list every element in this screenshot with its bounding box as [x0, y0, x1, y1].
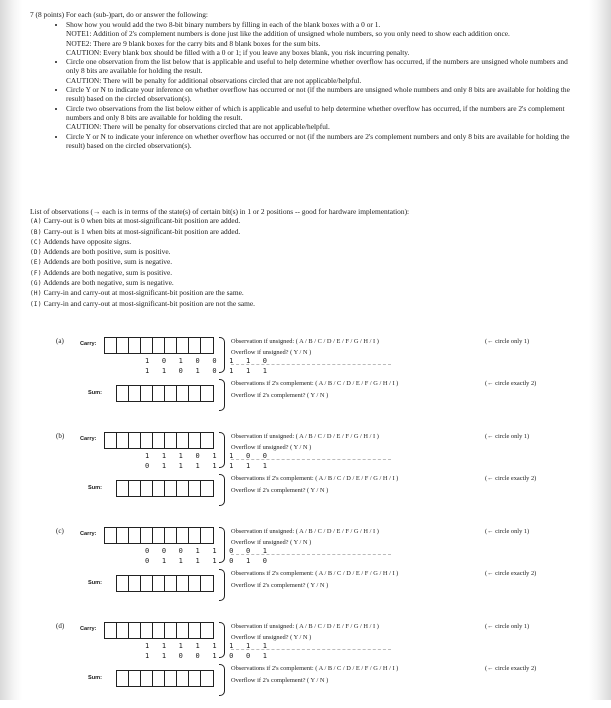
observation-unsigned-choice[interactable]: Observation if unsigned: ( A / B / C / D / E / F / G / H / I ): [231, 338, 379, 345]
caution-line: CAUTION: There will be penalty for observations circled that are not applicable/helpful.: [66, 122, 330, 132]
addition-part: [30, 620, 590, 708]
sum-bit-box[interactable]: [177, 671, 189, 686]
sum-bit-box[interactable]: [141, 481, 153, 496]
carry-bit-box[interactable]: [201, 338, 213, 353]
observation-twos-choice[interactable]: Observations if 2's complement: ( A / B / C / D / E / F / G / H / I ): [231, 380, 399, 387]
carry-bit-box[interactable]: [201, 528, 213, 543]
sum-bit-box[interactable]: [189, 671, 201, 686]
addend-a-bits: 0 0 0 1 1 0 0 1: [145, 547, 272, 555]
carry-boxes: [104, 337, 214, 354]
instruction-item: • Circle Y or N to indicate your inference on whether overflow has occurred or not (if the numbers are unsigned whole numbers and only 8 bits are available for holding the result) based on the circled observation(s).: [66, 85, 578, 104]
carry-bit-box[interactable]: [105, 338, 117, 353]
carry-bit-box[interactable]: [117, 528, 129, 543]
addend-a-bits: 1 1 1 0 1 1 0 0: [145, 452, 272, 460]
sum-bit-box[interactable]: [117, 576, 129, 591]
observation-item: (C) Addends have opposite signs.: [30, 236, 132, 246]
carry-bit-box[interactable]: [165, 528, 177, 543]
addition-part: [30, 525, 590, 613]
observation-header: List of observations (→ each is in terms of the state(s) of certain bit(s) in 1 or 2 positions -- good for hardware implementation):: [30, 207, 410, 216]
brace-twos: [219, 569, 225, 601]
sum-label: Sum:: [88, 675, 102, 681]
sum-label: Sum:: [88, 390, 102, 396]
observation-twos-choice[interactable]: Observations if 2's complement: ( A / B / C / D / E / F / G / H / I ): [231, 475, 399, 482]
carry-bit-box[interactable]: [117, 623, 129, 638]
circle-two-note: (← circle exactly 2): [485, 570, 537, 577]
sum-bit-box[interactable]: [141, 671, 153, 686]
overflow-unsigned-choice[interactable]: Overflow if unsigned? ( Y / N ): [231, 444, 312, 451]
overflow-unsigned-choice[interactable]: Overflow if unsigned? ( Y / N ): [231, 349, 312, 356]
carry-bit-box[interactable]: [165, 623, 177, 638]
instruction-item: • Show how you would add the two 8-bit binary numbers by filling in each of the blank boxes with a 0 or 1. NOTE1: Addition of 2's complement numbers is done just like the addition of unsigned whole numbers, so you only need to show each addition once. NOTE2: There are 9 blank boxes for the carry bits and 8 blank boxes for the sum bits. CAUTION: Every blank box should be filled with a 0 or 1; if you leave any boxes blank, you risk incurring penalty.: [66, 20, 578, 57]
note-line: NOTE2: There are 9 blank boxes for the carry bits and 8 blank boxes for the sum bits.: [66, 38, 321, 48]
observation-item: (B) Carry-out is 1 when bits at most-significant-bit position are added.: [30, 226, 241, 236]
carry-bit-box[interactable]: [189, 528, 201, 543]
circle-one-note: (← circle only 1): [485, 623, 530, 630]
brace-twos: [219, 379, 225, 411]
part-label: (b): [56, 432, 65, 440]
observation-twos-choice[interactable]: Observations if 2's complement: ( A / B / C / D / E / F / G / H / I ): [231, 570, 399, 577]
sum-bit-box[interactable]: [141, 386, 153, 401]
addition-part: [30, 430, 590, 518]
carry-boxes: [104, 622, 214, 639]
divider: [231, 649, 391, 650]
sum-bit-box[interactable]: [177, 576, 189, 591]
divider: [231, 459, 391, 460]
instruction-item: • Circle one observation from the list below that is applicable and useful to help determine whether overflow has occurred, if the numbers are unsigned whole numbers and only 8 bits are available for holding the result. CAUTION: There will be penalty for additional observations circled that are not applicable/helpful.: [66, 57, 578, 85]
carry-label: Carry:: [80, 341, 97, 347]
sum-bit-box[interactable]: [153, 576, 165, 591]
overflow-twos-choice[interactable]: Overflow if 2's complement? ( Y / N ): [231, 487, 329, 494]
sum-bit-box[interactable]: [141, 576, 153, 591]
sum-bit-box[interactable]: [153, 386, 165, 401]
carry-bit-box[interactable]: [177, 528, 189, 543]
observation-item: (D) Addends are both positive, sum is positive.: [30, 247, 171, 257]
overflow-twos-choice[interactable]: Overflow if 2's complement? ( Y / N ): [231, 582, 329, 589]
overflow-twos-choice[interactable]: Overflow if 2's complement? ( Y / N ): [231, 677, 329, 684]
carry-bit-box[interactable]: [105, 528, 117, 543]
sum-bit-box[interactable]: [177, 386, 189, 401]
sum-bit-box[interactable]: [189, 576, 201, 591]
carry-bit-box[interactable]: [141, 338, 153, 353]
circle-one-note: (← circle only 1): [485, 338, 530, 345]
sum-bit-box[interactable]: [129, 671, 141, 686]
instruction-item: • Circle Y or N to indicate your inference on whether overflow has occurred or not (if the numbers are 2's complement numbers and only 8 bits are available for holding the result) based on the circled observation(s).: [66, 132, 578, 151]
carry-bit-box[interactable]: [129, 623, 141, 638]
brace-unsigned: [219, 622, 225, 658]
carry-bit-box[interactable]: [129, 433, 141, 448]
carry-bit-box[interactable]: [189, 623, 201, 638]
sum-bit-box[interactable]: [165, 576, 177, 591]
sum-bit-box[interactable]: [153, 671, 165, 686]
circle-one-note: (← circle only 1): [485, 528, 530, 535]
divider: [231, 554, 391, 555]
overflow-twos-choice[interactable]: Overflow if 2's complement? ( Y / N ): [231, 392, 329, 399]
carry-bit-box[interactable]: [177, 623, 189, 638]
part-label: (c): [56, 527, 64, 535]
carry-bit-box[interactable]: [177, 433, 189, 448]
carry-boxes: [104, 432, 214, 449]
carry-bit-box[interactable]: [141, 528, 153, 543]
addend-b-bits: 0 1 1 1 1 0 1 0: [145, 557, 272, 565]
observation-item: (I) Carry-in and carry-out at most-significant-bit position are not the same.: [30, 298, 256, 308]
carry-bit-box[interactable]: [117, 338, 129, 353]
carry-bit-box[interactable]: [165, 338, 177, 353]
carry-label: Carry:: [80, 436, 97, 442]
overflow-unsigned-choice[interactable]: Overflow if unsigned? ( Y / N ): [231, 634, 312, 641]
sum-boxes: [116, 480, 214, 497]
observation-item: (A) Carry-out is 0 when bits at most-significant-bit position are added.: [30, 216, 241, 226]
observation-item: (E) Addends are both positive, sum is negative.: [30, 257, 173, 267]
right-page-shadow: [589, 0, 611, 700]
carry-bit-box[interactable]: [141, 433, 153, 448]
sum-bit-box[interactable]: [165, 386, 177, 401]
brace-unsigned: [219, 527, 225, 563]
sum-label: Sum:: [88, 485, 102, 491]
carry-bit-box[interactable]: [153, 338, 165, 353]
observation-twos-choice[interactable]: Observations if 2's complement: ( A / B / C / D / E / F / G / H / I ): [231, 665, 399, 672]
part-label: (d): [56, 622, 65, 630]
overflow-unsigned-choice[interactable]: Overflow if unsigned? ( Y / N ): [231, 539, 312, 546]
carry-bit-box[interactable]: [105, 623, 117, 638]
sum-bit-box[interactable]: [165, 481, 177, 496]
sum-boxes: [116, 385, 214, 402]
observation-list: [30, 207, 570, 309]
observation-item: (G) Addends are both negative, sum is negative.: [30, 278, 174, 288]
sum-bit-box[interactable]: [177, 481, 189, 496]
sum-bit-box[interactable]: [189, 386, 201, 401]
carry-bit-box[interactable]: [189, 433, 201, 448]
sum-bit-box[interactable]: [129, 481, 141, 496]
question-title: 7 (8 points) For each (sub-)part, do or answer the following:: [30, 10, 208, 19]
sum-label: Sum:: [88, 580, 102, 586]
sum-bit-box[interactable]: [117, 386, 129, 401]
sum-bit-box[interactable]: [189, 481, 201, 496]
carry-bit-box[interactable]: [117, 433, 129, 448]
addend-b-bits: 1 1 0 0 1 0 0 1: [145, 652, 272, 660]
brace-unsigned: [219, 432, 225, 468]
instruction-list: [56, 20, 578, 150]
left-page-shadow: [0, 0, 22, 700]
circle-two-note: (← circle exactly 2): [485, 665, 537, 672]
carry-bit-box[interactable]: [105, 433, 117, 448]
sum-bit-box[interactable]: [201, 386, 213, 401]
carry-label: Carry:: [80, 626, 97, 632]
sum-bit-box[interactable]: [165, 671, 177, 686]
caution-line: CAUTION: There will be penalty for additional observations circled that are not applicable/helpful.: [66, 75, 362, 85]
sum-bit-box[interactable]: [201, 481, 213, 496]
instruction-item: • Circle two observations from the list below either of which is applicable and useful to help determine whether overflow has occurred, if the numbers are 2's complement numbers and only 8 bits are available for holding the result. CAUTION: There will be penalty for observations circled that are not applicable/helpful.: [66, 104, 578, 132]
sum-bit-box[interactable]: [153, 481, 165, 496]
addend-b-bits: 0 1 1 1 1 1 1 1: [145, 462, 272, 470]
observation-item: (F) Addends are both negative, sum is positive.: [30, 267, 173, 277]
carry-bit-box[interactable]: [129, 528, 141, 543]
divider: [231, 364, 391, 365]
part-label: (a): [56, 337, 64, 345]
carry-bit-box[interactable]: [153, 623, 165, 638]
carry-bit-box[interactable]: [201, 433, 213, 448]
circle-two-note: (← circle exactly 2): [485, 475, 537, 482]
observation-item: (H) Carry-in and carry-out at most-significant-bit position are the same.: [30, 288, 244, 298]
sum-boxes: [116, 575, 214, 592]
circle-one-note: (← circle only 1): [485, 433, 530, 440]
circle-two-note: (← circle exactly 2): [485, 380, 537, 387]
observation-unsigned-choice[interactable]: Observation if unsigned: ( A / B / C / D / E / F / G / H / I ): [231, 433, 379, 440]
addition-part: [30, 335, 590, 423]
sum-boxes: [116, 670, 214, 687]
carry-boxes: [104, 527, 214, 544]
carry-bit-box[interactable]: [189, 338, 201, 353]
sum-bit-box[interactable]: [201, 576, 213, 591]
note-line: NOTE1: Addition of 2's complement numbers is done just like the addition of unsigned whole numbers, so you only need to show each addition once.: [66, 29, 510, 39]
brace-twos: [219, 664, 225, 696]
addend-b-bits: 1 1 0 1 0 1 1 1: [145, 367, 272, 375]
carry-bit-box[interactable]: [141, 623, 153, 638]
sum-bit-box[interactable]: [117, 671, 129, 686]
sum-bit-box[interactable]: [129, 576, 141, 591]
carry-bit-box[interactable]: [129, 338, 141, 353]
sum-bit-box[interactable]: [201, 671, 213, 686]
brace-unsigned: [219, 337, 225, 373]
carry-bit-box[interactable]: [153, 528, 165, 543]
carry-bit-box[interactable]: [201, 623, 213, 638]
caution-line: CAUTION: Every blank box should be filled with a 0 or 1; if you leave any boxes blank, you risk incurring penalty.: [66, 47, 410, 57]
carry-bit-box[interactable]: [153, 433, 165, 448]
observation-unsigned-choice[interactable]: Observation if unsigned: ( A / B / C / D / E / F / G / H / I ): [231, 528, 379, 535]
addend-a-bits: 1 0 1 0 0 1 1 0: [145, 357, 272, 365]
carry-bit-box[interactable]: [165, 433, 177, 448]
carry-bit-box[interactable]: [177, 338, 189, 353]
addend-a-bits: 1 1 1 1 1 1 1 1: [145, 642, 272, 650]
observation-unsigned-choice[interactable]: Observation if unsigned: ( A / B / C / D / E / F / G / H / I ): [231, 623, 379, 630]
sum-bit-box[interactable]: [129, 386, 141, 401]
brace-twos: [219, 474, 225, 506]
carry-label: Carry:: [80, 531, 97, 537]
sum-bit-box[interactable]: [117, 481, 129, 496]
